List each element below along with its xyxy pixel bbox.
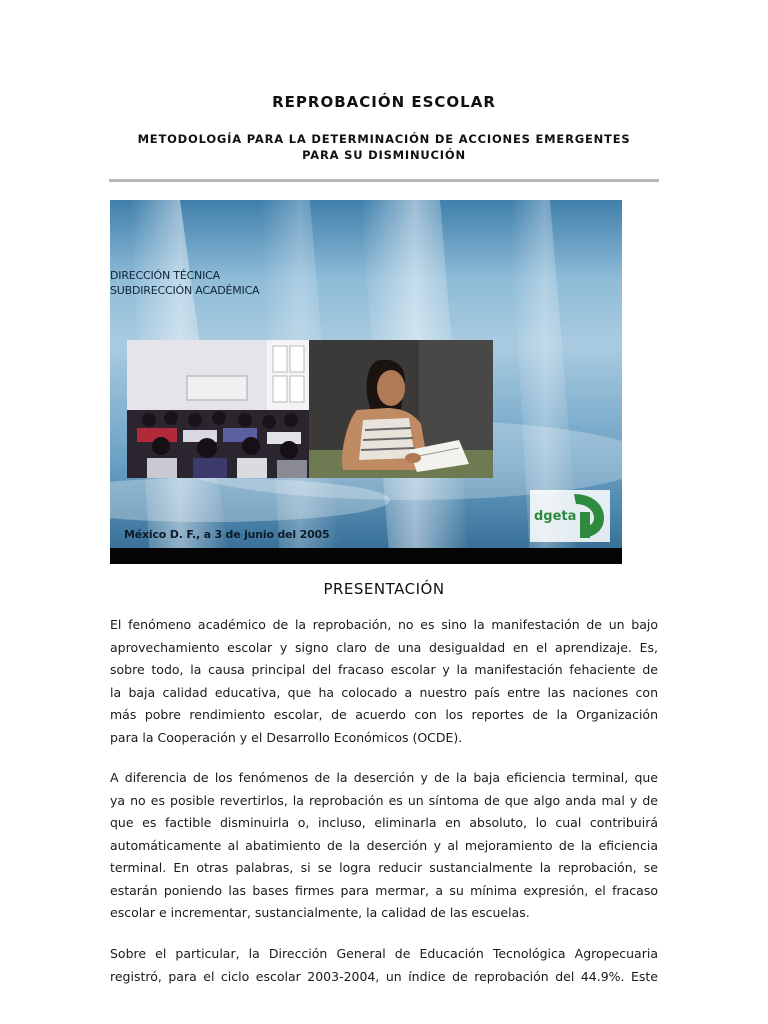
paragraph-line: Sobre el particular, la Dirección General de Educación Tecnológica Agropecuaria xyxy=(110,946,658,961)
document-subtitle xyxy=(100,131,668,163)
classroom-photo xyxy=(127,340,309,478)
cover-image xyxy=(110,200,622,564)
cover-date: México D. F., a 3 de junio del 2005 xyxy=(124,528,330,541)
paragraph-line: escolar e incrementar, sustancialmente, la calidad de las escuelas. xyxy=(110,905,530,920)
subtitle-line: METODOLOGÍA PARA LA DETERMINACIÓN DE ACCIONES EMERGENTES xyxy=(137,132,631,146)
subtitle-line: PARA SU DISMINUCIÓN xyxy=(302,148,466,162)
paragraph-line: la baja calidad educativa, que ha colocado a nuestro país entre las naciones con xyxy=(110,684,658,700)
paragraph xyxy=(110,614,658,749)
cover-organization xyxy=(110,268,259,298)
paragraph-line: más pobre rendimiento escolar, de acuerdo con los reportes de la Organización xyxy=(110,707,658,722)
paragraph-line: ya no es posible revertirlos, la reprobación es un síntoma de que algo anda mal y de xyxy=(110,792,658,808)
dgeta-logo xyxy=(530,490,610,542)
student-photo xyxy=(309,340,493,478)
paragraph-line: automáticamente al abatimiento de la deserción y al mejoramiento de la eficiencia xyxy=(110,837,658,853)
paragraph-line: El fenómeno académico de la reprobación, no es sino la manifestación de un bajo xyxy=(110,617,658,632)
logo-text: dgeta xyxy=(534,509,577,524)
title-divider xyxy=(109,179,659,182)
paragraph-line: que es factible disminuirla o, incluso, eliminarla en absoluto, lo cual contribuirá xyxy=(110,815,658,830)
document-title: REPROBACIÓN ESCOLAR xyxy=(272,93,496,111)
cover-org-line: DIRECCIÓN TÉCNICA xyxy=(110,269,220,282)
paragraph-line: terminal. En otras palabras, si se logra reducir sustancialmente la reprobación, se xyxy=(110,860,658,875)
paragraph-line: registró, para el ciclo escolar 2003-2004, un índice de reprobación del 44.9%. Este xyxy=(110,968,658,984)
paragraph-line: A diferencia de los fenómenos de la deserción y de la baja eficiencia terminal, que xyxy=(110,770,658,785)
paragraph xyxy=(110,767,658,925)
section-heading: PRESENTACIÓN xyxy=(323,580,445,598)
paragraph-line: aprovechamiento escolar y signo claro de una desigualdad en el aprendizaje. Es, xyxy=(110,639,658,655)
paragraph-line: estarán poniendo las bases firmes para mermar, a su mínima expresión, el fracaso xyxy=(110,882,658,898)
paragraph-line: para la Cooperación y el Desarrollo Económicos (OCDE). xyxy=(110,729,463,745)
paragraph-line: sobre todo, la causa principal del fracaso escolar y la manifestación fehaciente de xyxy=(110,662,658,677)
cover-org-line: SUBDIRECCIÓN ACADÉMICA xyxy=(110,284,260,297)
cover-bottom-band xyxy=(110,548,622,564)
paragraph xyxy=(110,943,658,988)
